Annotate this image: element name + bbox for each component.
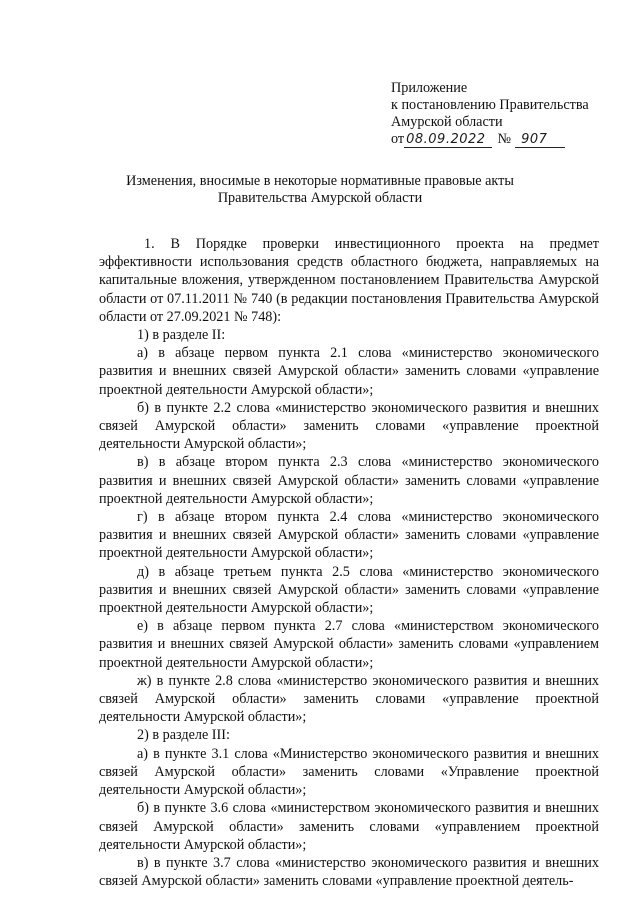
number-sign: №	[497, 131, 512, 147]
date-prefix: от	[391, 131, 405, 147]
paragraph-item-a: а) в абзаце первом пункта 2.1 слова «министерство экономического развития и внешних связей Амурской области» заменить словами «управление проектной деятельности Амурской области»;	[99, 345, 599, 398]
annex-date-number-line	[391, 131, 589, 148]
paragraph-item-g: г) в абзаце втором пункта 2.4 слова «министерство экономического развития и внешних связей Амурской области» заменить словами «управление проектной деятельности Амурской области»;	[99, 509, 599, 562]
paragraph-item-b: б) в пункте 2.2 слова «министерство экономического развития и внешних связей Амурской области» заменить словами «управление проектной деятельности Амурской области»;	[99, 399, 599, 453]
annex-heading: Приложение	[391, 80, 468, 96]
paragraph-item-e: е) в абзаце первом пункта 2.7 слова «министерством экономического развития и внешних связей Амурской области» заменить словами «управлением проектной деятельности Амурской области»;	[99, 618, 599, 671]
paragraph-section-iii: 2) в разделе III:	[137, 727, 230, 744]
title-line-2: Правительства Амурской области	[217, 190, 423, 206]
paragraph-item-v: в) в абзаце втором пункта 2.3 слова «министерство экономического развития и внешних связей Амурской области» заменить словами «управление проектной деятельности Амурской области»;	[99, 454, 599, 507]
paragraph-item-d: д) в абзаце третьем пункта 2.5 слова «министерство экономического развития и внешних связей Амурской области» заменить словами «управление проектной деятельности Амурской области»;	[99, 563, 599, 617]
paragraph-1: 1. В Порядке проверки инвестиционного проекта на предмет эффективности использования средств областного бюджета, направляемых на капитальные вложения, утвержденном постановлением Правительства Амурской области от 07.11.2011 № 740 (в редакции постановления Правительства Амурской области от 27.09.2021 № 748):	[99, 236, 599, 325]
annex-region-line: Амурской области	[391, 114, 503, 130]
paragraph-iii-item-b: б) в пункте 3.6 слова «министерством экономического развития и внешних связей Амурской области» заменить словами «управлением проектной деятельности Амурской области»;	[99, 800, 599, 853]
document-body	[99, 235, 599, 890]
handwritten-number: 907	[515, 132, 565, 148]
paragraph-item-zh: ж) в пункте 2.8 слова «министерство экономического развития и внешних связей Амурской области» заменить словами «управление проектной деятельности Амурской области»;	[99, 672, 599, 726]
handwritten-date: 08.09.2022	[404, 132, 491, 148]
document-title	[0, 173, 640, 207]
annex-resolution-line: к постановлению Правительства	[391, 97, 589, 113]
paragraph-iii-item-a: а) в пункте 3.1 слова «Министерство экономического развития и внешних связей Амурской области» заменить словами «Управление проектной деятельности Амурской области»;	[99, 745, 599, 799]
paragraph-iii-item-v: в) в пункте 3.7 слова «министерство экономического развития и внешних связей Амурской области» заменить словами «управление проектной деятель-	[99, 854, 599, 890]
paragraph-section-ii: 1) в разделе II:	[137, 327, 226, 344]
title-line-1: Изменения, вносимые в некоторые нормативные правовые акты	[126, 173, 514, 189]
annex-block	[391, 80, 589, 148]
